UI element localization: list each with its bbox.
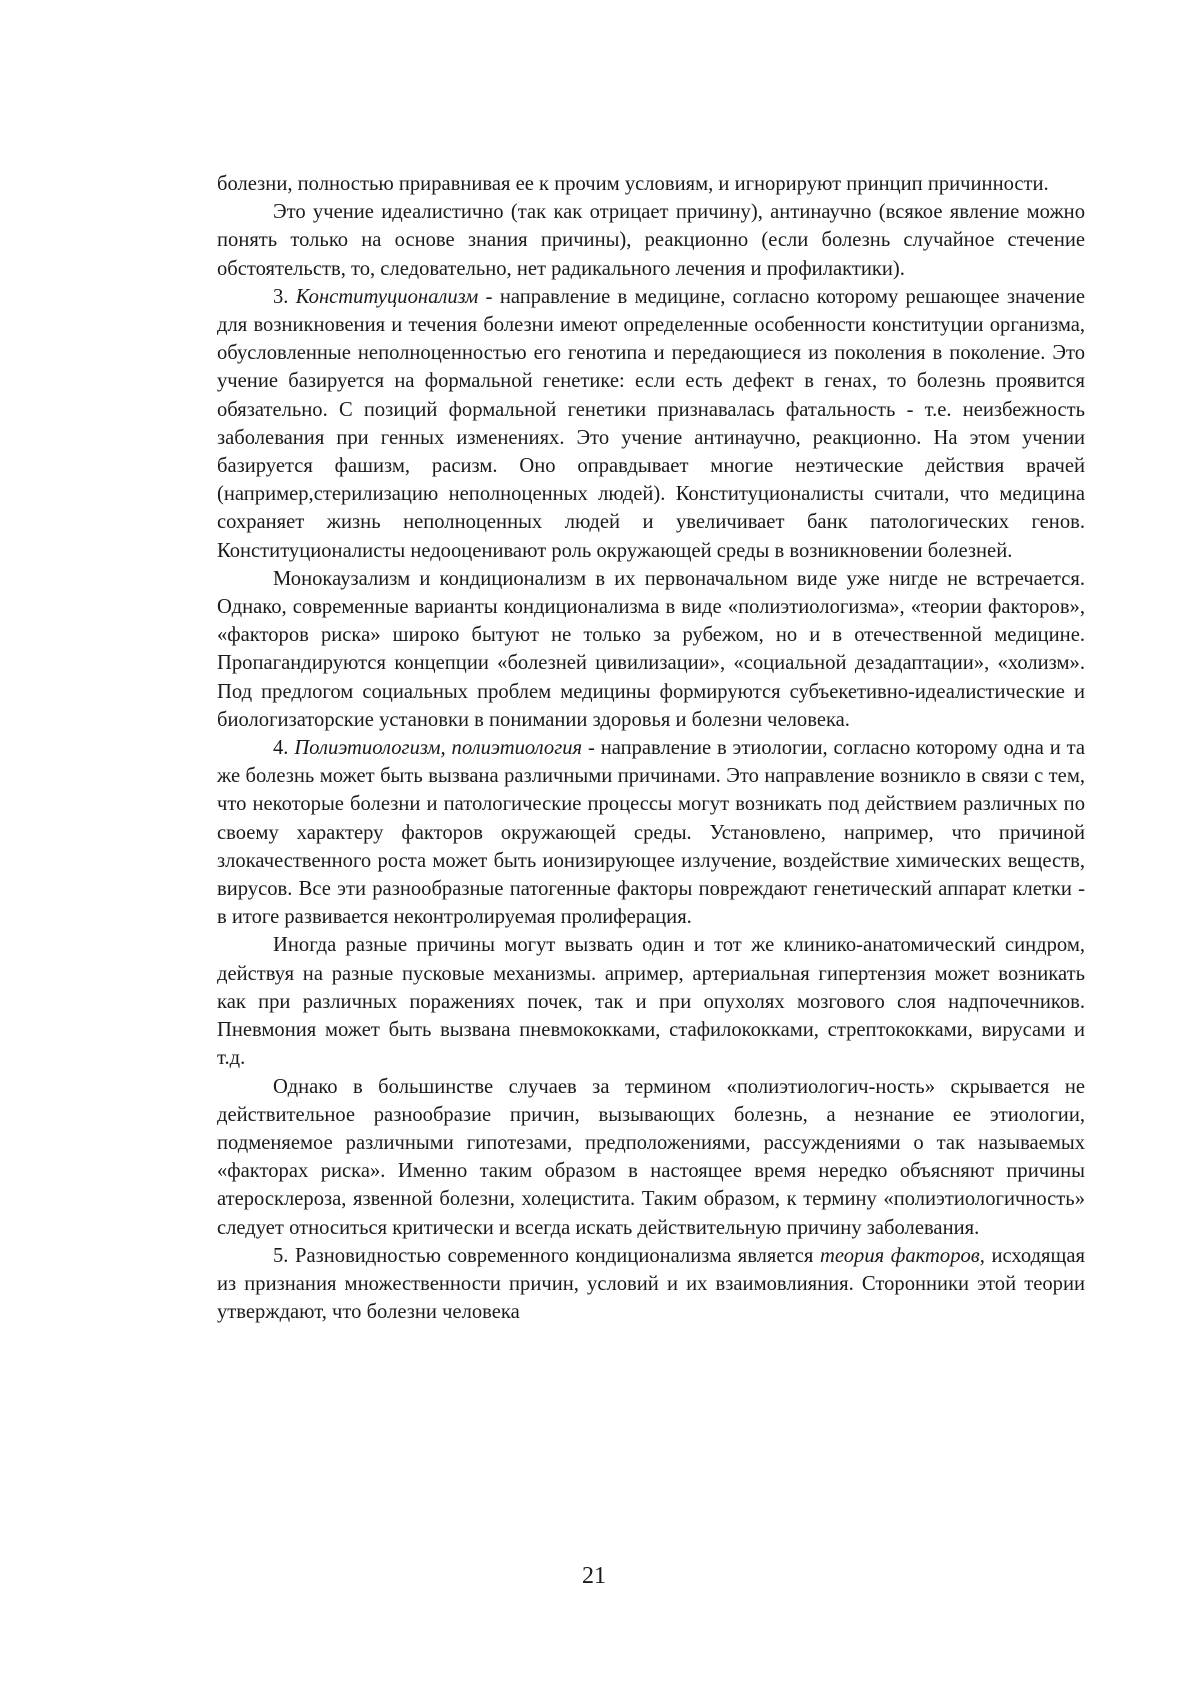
text-run: Иногда разные причины могут вызвать один и тот же клинико-анатомический синдром, действуя на разные пусковые механизмы. апример, артериальная гипертензия может возникать как при различных поражениях почек, так и при опухолях мозгового слоя надпочечников. Пневмония может быть вызвана пневмококками, стафилококками, стрептококками, вирусами и т.д. [217,934,1085,1070]
text-run: 3. [273,285,296,308]
paragraph [217,1073,1085,1242]
paragraph [217,1242,1085,1327]
text-run: 4. [273,737,295,760]
text-run: болезни, полностью приравнивая ее к прочим условиям, и игнорируют принцип причинности. [217,173,1049,195]
paragraph [217,283,1085,565]
text-run: Монокаузализм и кондиционализм в их первоначальном виде уже нигде не встречается. Однако, современные варианты кондиционализма в виде «полиэтиологизма», «теории факторов», «факторов риска» широко бытуют не только за рубежом, но и в отечественной медицине. Пропагандируются концепции «болезней цивилизации», «социальной дезадаптации», «холизм». Под предлогом социальных проблем медицины формируются субъекетивно-идеалистические и биологизаторские установки в понимании здоровья и болезни человека. [217,567,1085,731]
italic-term: Полиэтиологизм, полиэтиология [294,737,583,760]
text-run: 5. Разновидностью современного кондиционализма является [273,1244,820,1267]
page-number: 21 [582,1563,606,1589]
paragraph [217,565,1085,734]
paragraph [217,931,1085,1072]
paragraph [217,734,1085,931]
paragraph [217,170,1085,198]
italic-term: теория факторов, [819,1244,985,1267]
text-run: - направление в медицине, согласно которому решающее значение для возникновения и течения болезни имеют определенные особенности конституции организма, обусловленные неполноценностью его генотипа и передающиеся из поколения в поколение. Это учение базируется на формальной генетике: если есть дефект в генах, то болезнь проявится обязательно. С позиций формальной генетики признавалась фатальность - т.е. неизбежность заболевания при генных изменениях. Это учение антинаучно, реакционно. На этом учении базируется фашизм, расизм. Оно оправдывает многие неэтические действия врачей (например,стерилизацию неполноценных людей). Конституционалисты считали, что медицина сохраняет жизнь неполноценных людей и увеличивает банк патологических генов. Конституционалисты недооценивают роль окружающей среды в возникновении болезней. [217,285,1085,562]
paragraph [217,198,1085,283]
italic-term: Конституционализм [295,285,479,308]
text-run: - направление в этиологии, согласно которому одна и та же болезнь может быть вызвана различными причинами. Это направление возникло в связи с тем, что некоторые болезни и патологические процессы могут возникать под действием различных по своему характеру факторов окружающей среды. Установлено, например, что причиной злокачественного роста может быть ионизирующее излучение, воздействие химических веществ, вирусов. Все эти разнообразные патогенные факторы повреждают генетический аппарат клетки - в итоге развивается неконтролируемая пролиферация. [217,737,1085,929]
text-run: Однако в большинстве случаев за термином «полиэтиологич-ность» скрывается не действительное разнообразие причин, вызывающих болезнь, а незнание ее этиологии, подменяемое различными гипотезами, предположениями, рассуждениями о так называемых «факторах риска». Именно таким образом в настоящее время нередко объясняют причины атеросклероза, язвенной болезни, холецистита. Таким образом, к термину «полиэтиологичность» следует относиться критически и всегда искать действительную причину заболевания. [217,1075,1085,1239]
text-run: Это учение идеалистично (так как отрицает причину), антинаучно (всякое явление можно понять только на основе знания причины), реакционно (если болезнь случайное стечение обстоятельств, то, следовательно, нет радикального лечения и профилактики). [217,201,1085,280]
body-text [217,170,1085,1326]
text-run: исходящая из признания множественности причин, условий и их взаимовлияния. Сторонники этой теории утверждают, что болезни человека [217,1244,1086,1324]
